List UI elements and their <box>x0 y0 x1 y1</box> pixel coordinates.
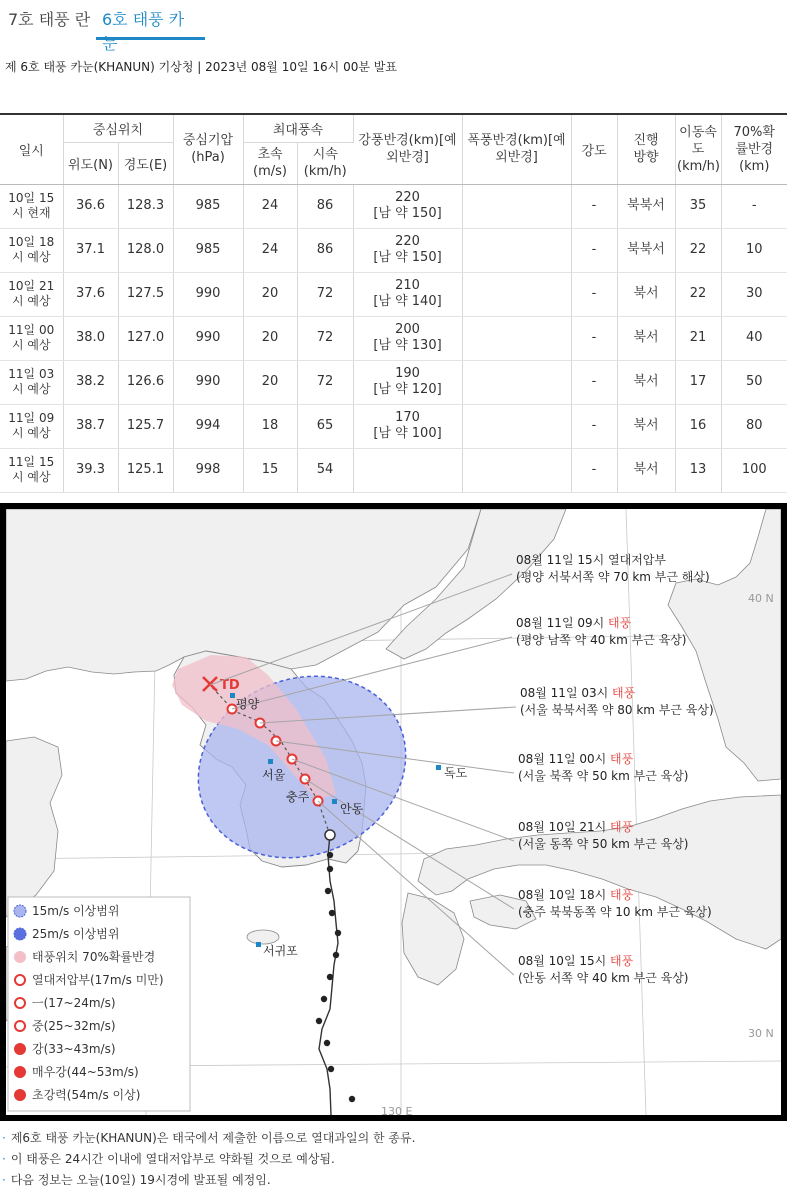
coord-lon130: 130 E <box>381 1105 413 1115</box>
table-row <box>0 272 787 316</box>
track-past-point <box>349 1096 355 1102</box>
typhoon-tabs <box>0 0 787 53</box>
cell-gale-radius: 190 [남 약 120] <box>353 360 462 404</box>
legend-symbol-icon <box>14 905 26 917</box>
track-past-point <box>325 888 331 894</box>
header-speed: 이동속도(km/h) <box>675 114 721 184</box>
land-jeju <box>247 930 279 944</box>
header-time: 일시 <box>0 114 63 184</box>
cell-lon: 125.1 <box>118 448 173 492</box>
table-row <box>0 228 787 272</box>
tab-typhoon-7[interactable]: 7호 태풍 란 <box>8 10 91 29</box>
cell-pressure: 998 <box>173 448 243 492</box>
cell-direction: 북서 <box>617 360 675 404</box>
annotation-detail: (안동 서쪽 약 40 km 부근 육상) <box>518 971 689 985</box>
note-item: · 다음 정보는 오늘(10일) 19시경에 발표될 예정임. <box>2 1173 271 1187</box>
cell-wind-kmh: 72 <box>297 272 353 316</box>
cell-wind-ms: 15 <box>243 448 297 492</box>
annotation-detail: (평양 남쪽 약 40 km 부근 육상) <box>516 633 687 647</box>
coord-lat30: 30 N <box>748 1027 774 1040</box>
cell-wind-ms: 20 <box>243 360 297 404</box>
cell-time: 11일 09시 예상 <box>0 404 63 448</box>
cell-storm-radius <box>462 360 571 404</box>
place-pyongyang: 평양 <box>236 697 260 711</box>
map-canvas <box>6 509 781 1115</box>
track-past-point <box>335 930 341 936</box>
cell-speed: 22 <box>675 272 721 316</box>
cell-pressure: 990 <box>173 316 243 360</box>
legend-symbol-icon <box>15 1067 25 1077</box>
legend-label: 매우강(44~53m/s) <box>32 1065 139 1079</box>
annotation-title: 08월 11일 03시 태풍 <box>520 686 636 700</box>
legend-symbol-icon <box>15 1090 25 1100</box>
place-dokdo: 독도 <box>444 766 468 780</box>
legend-label: 25m/s 이상범위 <box>32 927 120 941</box>
cell-wind-kmh: 72 <box>297 360 353 404</box>
cell-speed: 13 <box>675 448 721 492</box>
cell-gale-radius: 210 [남 약 140] <box>353 272 462 316</box>
cell-gale-radius <box>353 448 462 492</box>
table-row <box>0 184 787 228</box>
forecast-table <box>0 113 787 493</box>
cell-prob70: 30 <box>721 272 787 316</box>
cell-wind-kmh: 54 <box>297 448 353 492</box>
track-past-point <box>321 996 327 1002</box>
annotation-title: 08월 11일 09시 태풍 <box>516 616 632 630</box>
annotation-title: 08월 10일 21시 태풍 <box>518 820 634 834</box>
legend-label: 15m/s 이상범위 <box>32 904 120 918</box>
cell-time: 11일 15시 예상 <box>0 448 63 492</box>
cell-lat: 37.6 <box>63 272 118 316</box>
legend-label: 강(33~43m/s) <box>32 1042 116 1056</box>
track-past-point <box>328 1066 334 1072</box>
cell-speed: 35 <box>675 184 721 228</box>
header-direction: 진행방향 <box>617 114 675 184</box>
track-past-point <box>327 974 333 980</box>
cell-wind-kmh: 72 <box>297 316 353 360</box>
tab-typhoon-6[interactable]: 6호 태풍 카눈 <box>96 8 205 40</box>
cell-prob70: - <box>721 184 787 228</box>
place-seoul: 서울 <box>262 768 286 782</box>
note-item: · 이 태풍은 24시간 이내에 열대저압부로 약화될 것으로 예상됨. <box>2 1152 335 1166</box>
legend-item <box>15 972 164 987</box>
header-prob70: 70%확률반경(km) <box>721 114 787 184</box>
annotation-detail: (서울 동쪽 약 50 km 부근 육상) <box>518 837 689 851</box>
cell-intensity: - <box>571 272 617 316</box>
legend-symbol-icon <box>14 928 26 940</box>
cell-gale-radius: 220 [남 약 150] <box>353 228 462 272</box>
place-chungju: 충주 <box>286 790 310 804</box>
legend-symbol-icon <box>15 975 25 985</box>
track-past-point <box>327 852 333 858</box>
cell-pressure: 985 <box>173 228 243 272</box>
cell-gale-radius: 220 [남 약 150] <box>353 184 462 228</box>
track-past-point <box>327 866 333 872</box>
place-andong: 안동 <box>340 802 364 816</box>
cell-gale-radius: 200 [남 약 130] <box>353 316 462 360</box>
header-kmh: 시속(km/h) <box>297 142 353 184</box>
cell-wind-kmh: 86 <box>297 184 353 228</box>
cell-speed: 16 <box>675 404 721 448</box>
cell-prob70: 50 <box>721 360 787 404</box>
table-row <box>0 316 787 360</box>
cell-pressure: 985 <box>173 184 243 228</box>
cell-direction: 북서 <box>617 448 675 492</box>
legend-symbol-icon <box>15 998 25 1008</box>
annotation-detail: (서울 북북서쪽 약 80 km 부근 육상) <box>520 703 714 717</box>
cell-intensity: - <box>571 448 617 492</box>
cell-lat: 36.6 <box>63 184 118 228</box>
header-gale-radius: 강풍반경(km)[예외반경] <box>353 114 462 184</box>
issuance-info: 제 6호 태풍 카눈(KHANUN) 기상청 | 2023년 08월 10일 16시 00분 발표 <box>5 60 397 74</box>
cell-speed: 22 <box>675 228 721 272</box>
current-position-marker <box>325 830 335 840</box>
cell-pressure: 990 <box>173 272 243 316</box>
annotation-detail: (평양 서북서쪽 약 70 km 부근 해상) <box>516 570 710 584</box>
cell-lat: 38.2 <box>63 360 118 404</box>
cell-intensity: - <box>571 184 617 228</box>
cell-wind-ms: 18 <box>243 404 297 448</box>
legend-symbol-icon <box>14 951 26 963</box>
map-legend <box>8 897 190 1111</box>
coord-lat40: 40 N <box>748 592 774 605</box>
cell-time: 11일 03시 예상 <box>0 360 63 404</box>
legend-item <box>15 1064 139 1079</box>
header-pressure: 중심기압(hPa) <box>173 114 243 184</box>
track-past-point <box>316 1018 322 1024</box>
cell-wind-ms: 20 <box>243 272 297 316</box>
cell-prob70: 40 <box>721 316 787 360</box>
cell-time: 10일 21시 예상 <box>0 272 63 316</box>
cell-prob70: 10 <box>721 228 787 272</box>
track-past-point <box>333 952 339 958</box>
legend-item <box>15 1087 140 1102</box>
cell-lat: 39.3 <box>63 448 118 492</box>
legend-label: 중(25~32m/s) <box>32 1019 116 1033</box>
header-lon: 경도(E) <box>118 142 173 184</box>
header-lat: 위도(N) <box>63 142 118 184</box>
cell-direction: 북북서 <box>617 184 675 228</box>
cell-wind-ms: 24 <box>243 184 297 228</box>
cell-storm-radius <box>462 228 571 272</box>
cell-speed: 21 <box>675 316 721 360</box>
legend-label: 초강력(54m/s 이상) <box>32 1088 141 1102</box>
typhoon-track-map <box>0 503 787 1121</box>
cell-lon: 127.5 <box>118 272 173 316</box>
cell-wind-ms: 20 <box>243 316 297 360</box>
cell-storm-radius <box>462 184 571 228</box>
track-past-point <box>329 910 335 916</box>
cell-storm-radius <box>462 316 571 360</box>
legend-label: 태풍위치 70%확률반경 <box>32 950 156 964</box>
cell-direction: 북북서 <box>617 228 675 272</box>
cell-lon: 126.6 <box>118 360 173 404</box>
legend-symbol-icon <box>15 1021 25 1031</box>
cell-pressure: 990 <box>173 360 243 404</box>
cell-intensity: - <box>571 228 617 272</box>
cell-wind-kmh: 86 <box>297 228 353 272</box>
legend-item <box>14 949 155 964</box>
cell-pressure: 994 <box>173 404 243 448</box>
cell-lat: 37.1 <box>63 228 118 272</box>
header-intensity: 강도 <box>571 114 617 184</box>
cell-storm-radius <box>462 272 571 316</box>
header-maxwind: 최대풍속 <box>243 114 353 142</box>
cell-lat: 38.0 <box>63 316 118 360</box>
annotation-title: 08월 10일 15시 태풍 <box>518 954 634 968</box>
cell-lon: 128.0 <box>118 228 173 272</box>
annotation-title: 08월 11일 00시 태풍 <box>518 752 634 766</box>
cell-intensity: - <box>571 316 617 360</box>
header-storm-radius: 폭풍반경(km)[예외반경] <box>462 114 571 184</box>
cell-speed: 17 <box>675 360 721 404</box>
cell-lon: 125.7 <box>118 404 173 448</box>
cell-time: 10일 18시 예상 <box>0 228 63 272</box>
cell-time: 10일 15시 현재 <box>0 184 63 228</box>
legend-label: ㅡ(17~24m/s) <box>32 996 116 1010</box>
cell-gale-radius: 170 [남 약 100] <box>353 404 462 448</box>
note-item: · 제6호 태풍 카눈(KHANUN)은 태국에서 제출한 이름으로 열대과일의 한 종류. <box>2 1131 416 1145</box>
cell-lon: 128.3 <box>118 184 173 228</box>
notes-list <box>2 1128 415 1191</box>
cell-storm-radius <box>462 404 571 448</box>
cell-direction: 북서 <box>617 316 675 360</box>
legend-label: 열대저압부(17m/s 미만) <box>32 973 164 987</box>
place-seogwipo: 서귀포 <box>263 944 298 958</box>
header-ms: 초속(m/s) <box>243 142 297 184</box>
legend-symbol-icon <box>15 1044 25 1054</box>
cell-intensity: - <box>571 404 617 448</box>
cell-direction: 북서 <box>617 272 675 316</box>
cell-time: 11일 00시 예상 <box>0 316 63 360</box>
table-row <box>0 404 787 448</box>
cell-lon: 127.0 <box>118 316 173 360</box>
annotation-detail: (서울 북쪽 약 50 km 부근 육상) <box>518 769 689 783</box>
cell-storm-radius <box>462 448 571 492</box>
table-row <box>0 360 787 404</box>
cell-prob70: 80 <box>721 404 787 448</box>
table-row <box>0 448 787 492</box>
annotation-title: 08월 10일 18시 태풍 <box>518 888 634 902</box>
cell-wind-ms: 24 <box>243 228 297 272</box>
annotation-title: 08월 11일 15시 열대저압부 <box>516 553 666 567</box>
annotation-detail: (충주 북북동쪽 약 10 km 부근 육상) <box>518 905 712 919</box>
td-label: TD <box>220 678 240 693</box>
cell-direction: 북서 <box>617 404 675 448</box>
cell-prob70: 100 <box>721 448 787 492</box>
cell-wind-kmh: 65 <box>297 404 353 448</box>
cell-intensity: - <box>571 360 617 404</box>
header-center: 중심위치 <box>63 114 173 142</box>
cell-lat: 38.7 <box>63 404 118 448</box>
track-past-point <box>324 1040 330 1046</box>
